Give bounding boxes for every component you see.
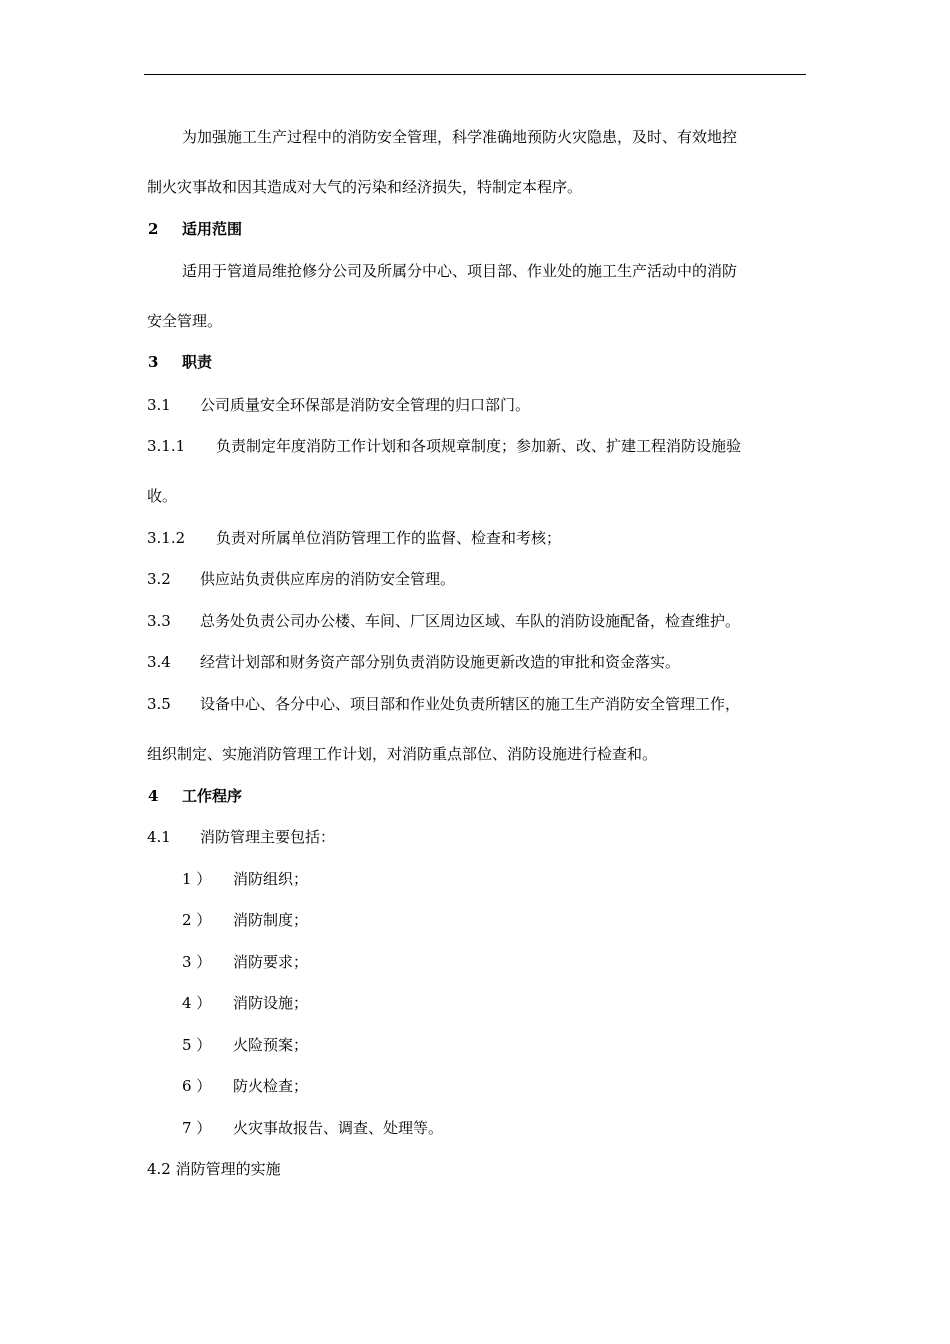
item-3-2-number: 3.2 <box>147 570 171 588</box>
item-3-1-1-cont: 收。 <box>147 487 178 505</box>
item-3-1-1-number: 3.1.1 <box>147 437 186 455</box>
section-2-body-line-1: 适用于管道局维抢修分公司及所属分中心、项目部、作业处的施工生产活动中的消防 <box>182 262 738 280</box>
list-item-text: 火灾事故报告、调查、处理等。 <box>233 1119 444 1137</box>
item-3-1-1-text: 负责制定年度消防工作计划和各项规章制度；参加新、改、扩建工程消防设施验 <box>216 437 742 455</box>
list-item-number: 5 ） <box>182 1036 212 1054</box>
section-2-title: 适用范围 <box>182 220 243 238</box>
list-item-number: 2 ） <box>182 911 212 929</box>
section-4-title: 工作程序 <box>182 787 243 805</box>
item-3-5-cont: 组织制定、实施消防管理工作计划，对消防重点部位、消防设施进行检查和。 <box>147 745 658 763</box>
intro-line-1: 为加强施工生产过程中的消防安全管理，科学准确地预防火灾隐患，及时、有效地控 <box>182 128 738 146</box>
section-3-number: 3 <box>148 353 159 371</box>
list-item-text: 消防组织； <box>233 870 309 888</box>
list-item-number: 1 ） <box>182 870 212 888</box>
header-rule <box>144 74 806 75</box>
list-item-number: 4 ） <box>182 994 212 1012</box>
section-3-title: 职责 <box>182 353 213 371</box>
item-3-3-number: 3.3 <box>147 612 171 630</box>
item-3-1-text: 公司质量安全环保部是消防安全管理的归口部门。 <box>200 396 531 414</box>
item-4-1-text: 消防管理主要包括： <box>200 828 336 846</box>
list-item-text: 消防制度； <box>233 911 309 929</box>
list-item-text: 防火检查； <box>233 1077 309 1095</box>
item-3-3-text: 总务处负责公司办公楼、车间、厂区周边区域、车队的消防设施配备，检查维护。 <box>200 612 741 630</box>
item-3-2-text: 供应站负责供应库房的消防安全管理。 <box>200 570 456 588</box>
item-3-1-2-text: 负责对所属单位消防管理工作的监督、检查和考核； <box>216 529 562 547</box>
item-3-4-number: 3.4 <box>147 653 171 671</box>
item-3-4-text: 经营计划部和财务资产部分别负责消防设施更新改造的审批和资金落实。 <box>200 653 681 671</box>
section-4-number: 4 <box>148 787 159 805</box>
item-3-5-text: 设备中心、各分中心、项目部和作业处负责所辖区的施工生产消防安全管理工作， <box>200 695 741 713</box>
section-2-body-line-2: 安全管理。 <box>147 312 223 330</box>
list-item-number: 7 ） <box>182 1119 212 1137</box>
list-item-text: 消防要求； <box>233 953 309 971</box>
intro-line-2: 制火灾事故和因其造成对大气的污染和经济损失，特制定本程序。 <box>147 178 583 196</box>
item-3-1-number: 3.1 <box>147 396 171 414</box>
item-3-5-number: 3.5 <box>147 695 171 713</box>
item-4-2-heading: 4.2 消防管理的实施 <box>147 1160 281 1178</box>
list-item-number: 6 ） <box>182 1077 212 1095</box>
item-4-1-number: 4.1 <box>147 828 171 846</box>
list-item-number: 3 ） <box>182 953 212 971</box>
section-2-number: 2 <box>148 220 159 238</box>
list-item-text: 火险预案； <box>233 1036 309 1054</box>
item-3-1-2-number: 3.1.2 <box>147 529 186 547</box>
list-item-text: 消防设施； <box>233 994 309 1012</box>
